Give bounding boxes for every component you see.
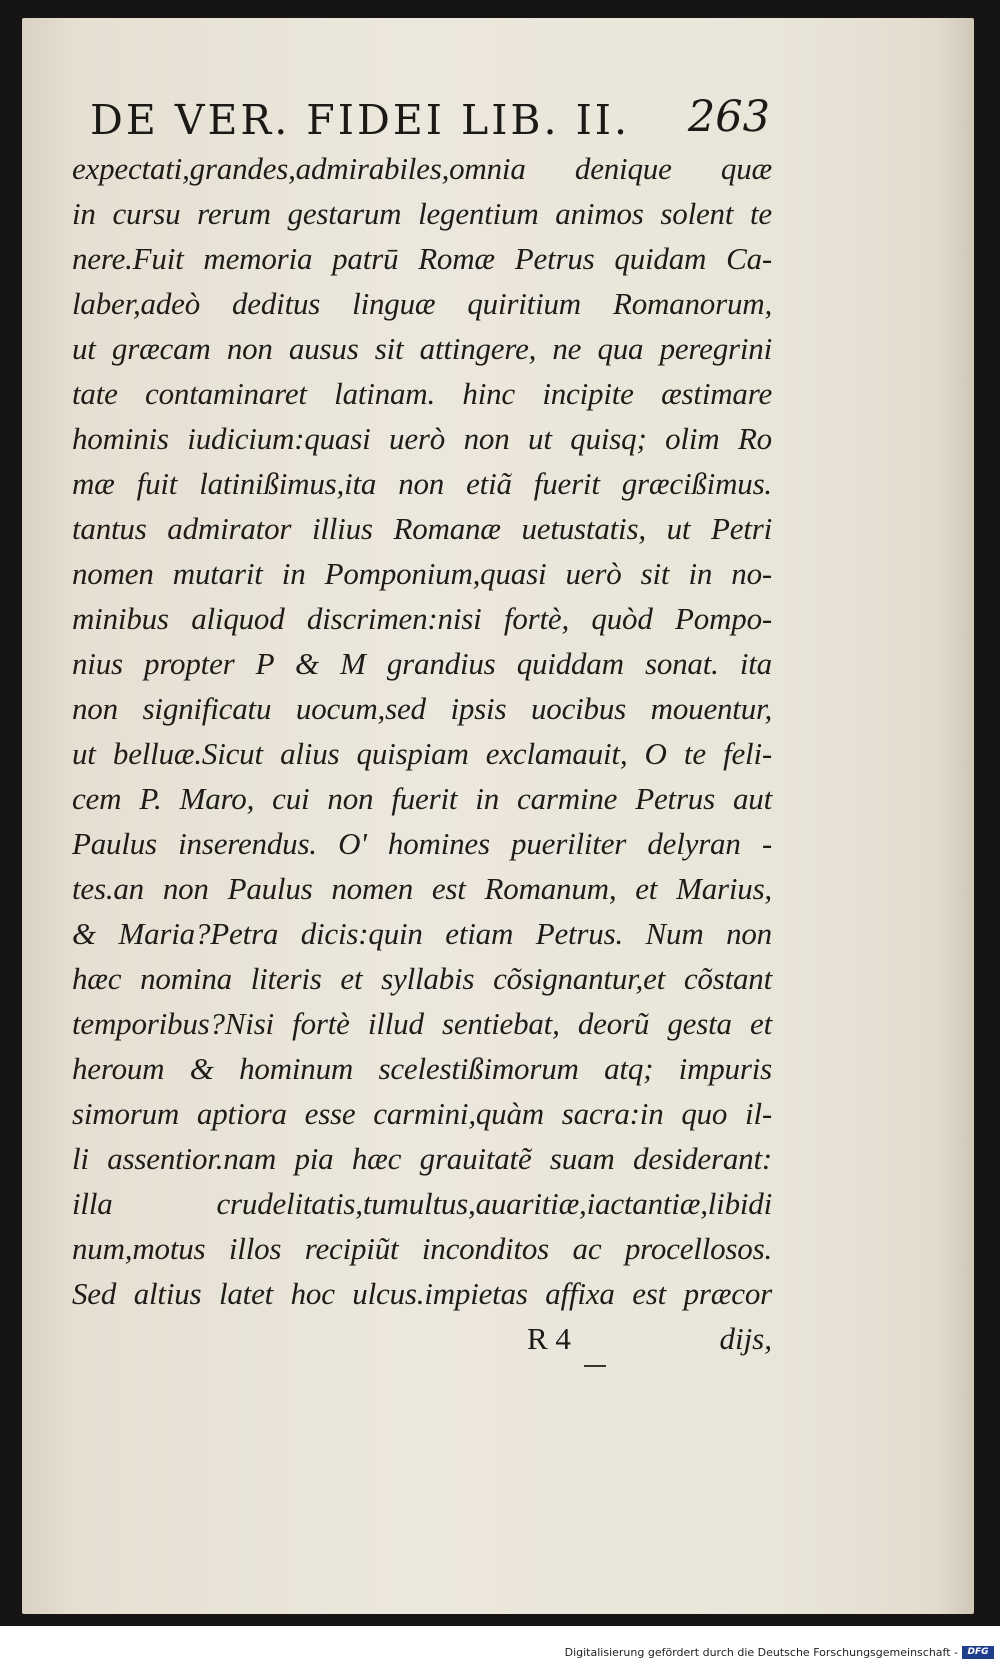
signature-mark: R 4 [527,1321,571,1356]
text-line: & Maria?Petra dicis:quin etiam Petrus. Num non [72,916,772,951]
text-line: in cursu rerum gestarum legentium animos solent te [72,196,772,231]
footer-bar [0,1644,1000,1661]
text-line: hæc nomina literis et syllabis cõsignantur,et cõstant [72,961,772,996]
running-title: DE VER. FIDEI LIB. II. [90,96,631,144]
text-line: num,motus illos recipiũt inconditos ac procellosos. [72,1231,772,1266]
text-line: cem P. Maro, cui non fuerit in carmine Petrus aut [72,781,772,816]
text-line: non significatu uocum,sed ipsis uocibus mouentur, [72,691,772,726]
signature-underline [584,1365,606,1367]
text-line: Sed altius latet hoc ulcus.impietas affixa est præcor [72,1276,772,1311]
text-line: tes.an non Paulus nomen est Romanum, et Marius, [72,871,772,906]
text-line: hominis iudicium:quasi uerò non ut quisq; olim Ro [72,421,772,456]
text-line: nere.Fuit memoria patrū Romæ Petrus quidam Ca- [72,241,772,276]
page-number: 263 [687,92,770,142]
funding-credit: Digitalisierung gefördert durch die Deutsche Forschungsgemeinschaft - [564,1646,958,1659]
text-line: minibus aliquod discrimen:nisi fortè, quòd Pompo- [72,601,772,636]
text-line: mæ fuit latinißimus,ita non etiã fuerit græcißimus. [72,466,772,501]
text-line: tate contaminaret latinam. hinc incipite æstimare [72,376,772,411]
running-header [90,92,770,152]
catchword: dijs, [719,1321,772,1356]
dfg-logo: DFG [962,1646,994,1659]
text-line: Paulus inserendus. O' homines pueriliter delyran - [72,826,772,861]
text-line: ut græcam non ausus sit attingere, ne qua peregrini [72,331,772,366]
text-line: expectati,grandes,admirabiles,omnia denique quæ [72,151,772,186]
body-text [72,146,772,1316]
text-line: ut belluæ.Sicut alius quispiam exclamauit, O te feli- [72,736,772,771]
text-line: li assentior.nam pia hæc grauitatẽ suam desiderant: [72,1141,772,1176]
text-line: nomen mutarit in Pomponium,quasi uerò sit in no- [72,556,772,591]
text-line: nius propter P & M grandius quiddam sonat. ita [72,646,772,681]
text-line: laber,adeò deditus linguæ quiritium Romanorum, [72,286,772,321]
catchword-line [72,1321,772,1371]
text-line: temporibus?Nisi fortè illud sentiebat, deorũ gesta et [72,1006,772,1041]
text-line: illa crudelitatis,tumultus,auaritiæ,iactantiæ,libidi [72,1186,772,1221]
text-line: tantus admirator illius Romanæ uetustatis, ut Petri [72,511,772,546]
text-line: simorum aptiora esse carmini,quàm sacra:in quo il- [72,1096,772,1131]
text-line: heroum & hominum scelestißimorum atq; impuris [72,1051,772,1086]
